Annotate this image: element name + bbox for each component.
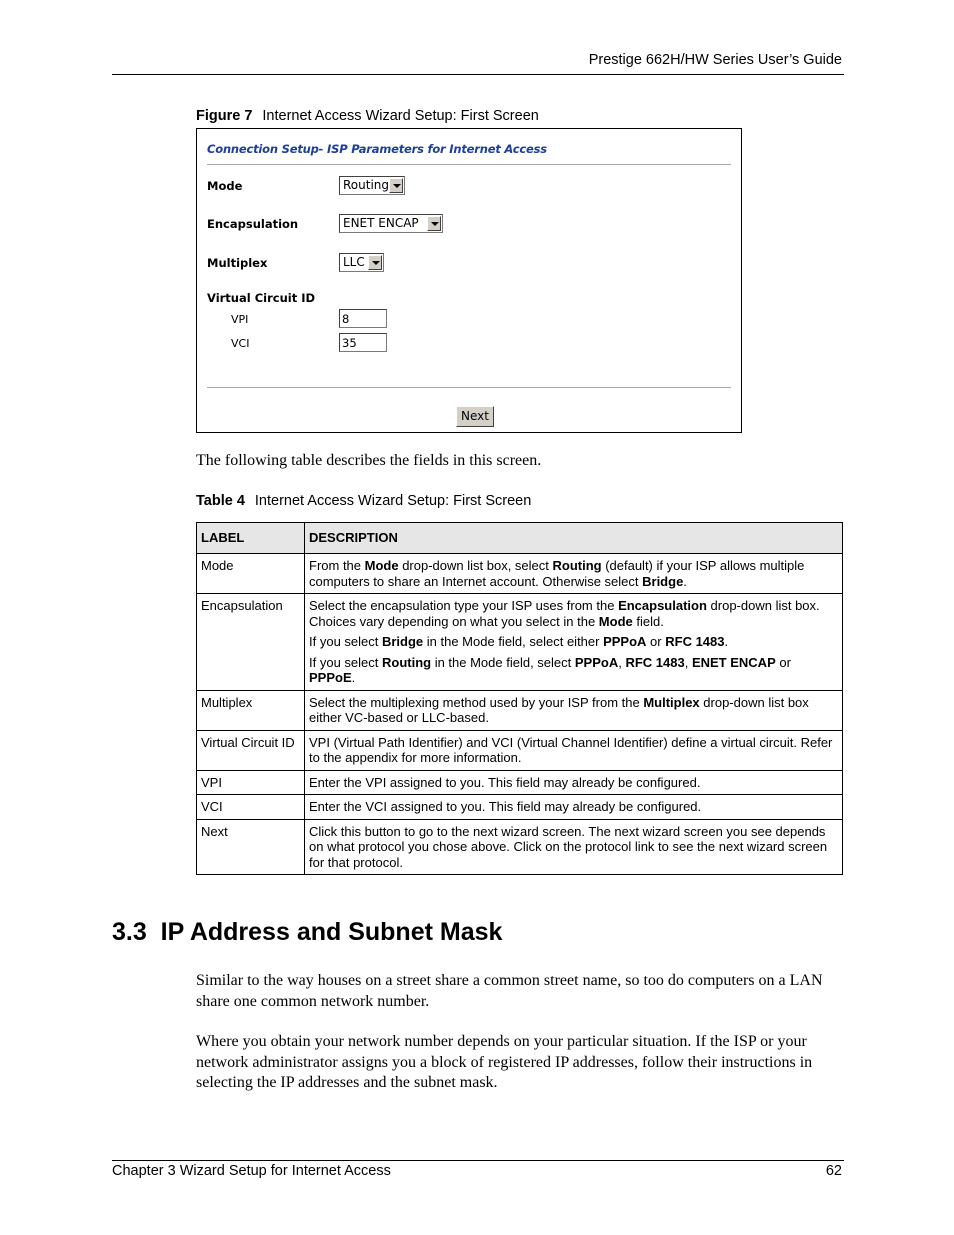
field-description-table xyxy=(196,522,843,875)
table-row xyxy=(197,819,843,875)
multiplex-select-value: LLC xyxy=(343,255,365,269)
encapsulation-select[interactable] xyxy=(339,214,443,233)
description-paragraph: If you select Bridge in the Mode field, select either PPPoA or RFC 1483. xyxy=(309,634,729,649)
multiplex-label: Multiplex xyxy=(207,256,268,270)
row-label: Virtual Circuit ID xyxy=(197,730,305,770)
table-row xyxy=(197,730,843,770)
divider xyxy=(207,164,731,165)
mode-label: Mode xyxy=(207,179,243,193)
description-paragraph: Select the multiplexing method used by your ISP from the Multiplex drop-down list box either VC-based or LLC-based. xyxy=(309,694,809,725)
table-header-row xyxy=(197,523,843,554)
row-description xyxy=(305,690,843,730)
encapsulation-label: Encapsulation xyxy=(207,217,299,231)
description-paragraph: Select the encapsulation type your ISP uses from the Encapsulation drop-down list box. Choices vary depending on what you select in the Mode field. xyxy=(309,598,820,629)
chapter-title: Chapter 3 Wizard Setup for Internet Access xyxy=(112,1163,391,1179)
guide-title: Prestige 662H/HW Series User’s Guide xyxy=(588,52,842,68)
section-paragraph: Similar to the way houses on a street share a common street name, so too do computers on a LAN share one common network number. xyxy=(196,972,823,1010)
row-label: VCI xyxy=(197,795,305,820)
encapsulation-select-value: ENET ENCAP xyxy=(343,216,419,230)
dropdown-arrow-icon[interactable] xyxy=(368,255,382,270)
row-description: Enter the VCI assigned to you. This field may already be configured. xyxy=(305,795,843,820)
page-header xyxy=(112,52,844,75)
table-row xyxy=(197,594,843,691)
description-paragraph: If you select Routing in the Mode field, select PPPoA, RFC 1483, ENET ENCAP or PPPoE. xyxy=(309,654,791,685)
row-label: Mode xyxy=(197,554,305,594)
multiplex-select[interactable] xyxy=(339,253,384,272)
page-number: 62 xyxy=(825,1163,842,1179)
vci-input[interactable]: 35 xyxy=(339,333,387,352)
divider xyxy=(207,387,731,388)
next-button[interactable]: Next xyxy=(456,406,494,427)
dropdown-arrow-icon[interactable] xyxy=(389,178,403,193)
row-description: Click this button to go to the next wizard screen. The next wizard screen you see depends on what protocol you chose above. Click on the protocol link to see the next wizard screen for that protocol. xyxy=(305,819,843,875)
mode-select-value: Routing xyxy=(343,178,390,192)
figure-caption-text: Internet Access Wizard Setup: First Screen xyxy=(262,108,539,124)
table-row xyxy=(197,554,843,594)
row-description: Enter the VPI assigned to you. This field may already be configured. xyxy=(305,770,843,795)
dropdown-arrow-icon[interactable] xyxy=(427,216,441,231)
row-description xyxy=(305,554,843,594)
mode-select[interactable] xyxy=(339,176,405,195)
table-caption xyxy=(196,493,531,509)
table-number: Table 4 xyxy=(196,493,245,509)
row-label: VPI xyxy=(197,770,305,795)
wizard-screenshot xyxy=(196,128,742,433)
row-description xyxy=(305,594,843,691)
section-paragraph: Where you obtain your network number depends on your particular situation. If the ISP or your network administrator assigns you a block of registered IP addresses, follow their instructions in selecting the IP addresses and the subnet mask. xyxy=(196,1033,813,1091)
section-heading: 3.3 IP Address and Subnet Mask xyxy=(112,918,503,946)
row-label: Multiplex xyxy=(197,690,305,730)
intro-paragraph: The following table describes the fields in this screen. xyxy=(196,452,542,469)
table-row xyxy=(197,795,843,820)
vci-label: VCI xyxy=(231,337,250,350)
page-footer xyxy=(112,1160,844,1184)
figure-caption xyxy=(196,108,539,124)
vpi-label: VPI xyxy=(231,313,249,326)
column-header-description: DESCRIPTION xyxy=(305,523,843,554)
description-paragraph: From the Mode drop-down list box, select Routing (default) if your ISP allows multiple computers to share an Internet account. Otherwise select Bridge. xyxy=(309,558,805,589)
figure-number: Figure 7 xyxy=(196,108,253,124)
column-header-label: LABEL xyxy=(197,523,305,554)
row-label: Next xyxy=(197,819,305,875)
table-row xyxy=(197,770,843,795)
table-caption-text: Internet Access Wizard Setup: First Screen xyxy=(254,493,532,509)
virtual-circuit-id-label: Virtual Circuit ID xyxy=(207,291,316,305)
row-label: Encapsulation xyxy=(197,594,305,691)
wizard-screen-title: Connection Setup- ISP Parameters for Internet Access xyxy=(207,142,547,156)
row-description: VPI (Virtual Path Identifier) and VCI (Virtual Channel Identifier) define a virtual circuit. Refer to the appendix for more information. xyxy=(305,730,843,770)
table-row xyxy=(197,690,843,730)
vpi-input[interactable]: 8 xyxy=(339,309,387,328)
